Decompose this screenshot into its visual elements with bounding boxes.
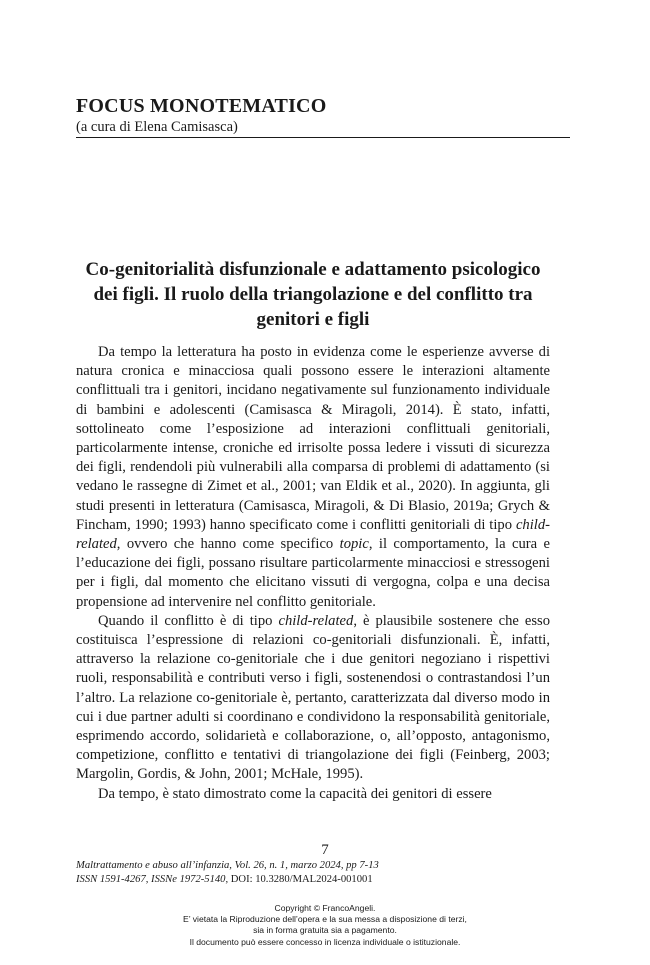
p1-text-c: , il comportamento, la cura e l’educazione dei figli, possano risultare particolarmente minacciosi e stressogeni per i figli, dal momento che elicitano vissuti di vergogna, colpa e una decisa propensione ad intervenire nel conflitto genitoriale.	[76, 536, 550, 610]
p2-text-a: Quando il conflitto è di tipo	[98, 612, 279, 629]
journal-doi: DOI: 10.3280/MAL2024-001001	[230, 874, 373, 885]
paragraph-1	[76, 343, 550, 612]
section-title: FOCUS MONOTEMATICO	[76, 95, 327, 117]
section-editor: (a cura di Elena Camisasca)	[76, 118, 570, 138]
p1-text-a: Da tempo la letteratura ha posto in evidenza come le esperienze avverse di natura cronica e minacciosa quali possono essere le interazioni altamente conflittuali tra i genitori, incidano negativamente sul funzionamento individuale di bambini e adolescenti (Camisasca & Miragoli, 2014). È stato, infatti, sottolineato come l’esposizione ad interazioni conflittuali genitoriali, particolarmente intense, croniche ed irrisolte possa ledere i vissuti di sicurezza dei figli, rendendoli più vulnerabili alla comparsa di problemi di adattamento (si vedano le rassegne di Zimet et al., 2001; van Eldik et al., 2020). In aggiunta, gli studi presenti in letteratura (Camisasca, Miragoli, & Di Blasio, 2019a; Grych & Fincham, 1990; 1993) hanno specificato come i conflitti genitoriali di tipo	[76, 344, 550, 533]
copyright-line-2: E’ vietata la Riproduzione dell’opera e la sua messa a disposizione di terzi,	[183, 914, 467, 925]
journal-info	[76, 859, 556, 887]
p1-text-b: , ovvero che hanno come specifico	[116, 536, 340, 553]
copyright-notice	[0, 903, 650, 948]
page-number: 7	[321, 842, 329, 858]
paragraph-3: Da tempo, è stato dimostrato come la capacità dei genitori di essere	[98, 785, 492, 802]
copyright-line-4: Il documento può essere concesso in licenza individuale o istituzionale.	[189, 936, 461, 947]
section-header	[76, 94, 570, 138]
p2-italic-child-related: child-related	[278, 612, 354, 629]
copyright-line-3: sia in forma gratuita sia a pagamento.	[253, 925, 397, 936]
copyright-line-1: Copyright © FrancoAngeli.	[274, 903, 376, 913]
journal-ids	[76, 873, 556, 887]
journal-issn: ISSN 1591-4267, ISSNe 1972-5140,	[76, 874, 229, 885]
article-title: Co-genitorialità disfunzionale e adattamento psicologico dei figli. Il ruolo della triangolazione e del conflitto tra genitori e figli	[85, 259, 541, 330]
p1-italic-child-related: child-related	[76, 516, 550, 553]
article-body	[76, 343, 550, 804]
paragraph-2	[76, 612, 550, 785]
journal-citation: Maltrattamento e abuso all’infanzia, Vol. 26, n. 1, marzo 2024, pp 7-13	[76, 860, 379, 871]
p2-text-b: , è plausibile sostenere che esso costituisca l’espressione di relazioni co-genitoriali disfunzionali. È, infatti, attraverso la relazione co-genitoriale che i due genitori negoziano i rispettivi ruoli, responsabilità e contributi verso i figli, sostenendosi o contrastandosi l’un l’altro. La relazione co-genitoriale è, pertanto, caratterizzata dal diverso modo in cui i due partner adulti si coordinano e condividono la responsabilità genitoriale, esprimendo accordo, solidarietà e collaborazione, o, all’opposto, antagonismo, competizione, conflitto e tentativi di triangolazione dei figli (Feinberg, 2003; Margolin, Gordis, & John, 2001; McHale, 1995).	[76, 612, 551, 783]
p1-italic-topic: topic	[339, 536, 369, 553]
